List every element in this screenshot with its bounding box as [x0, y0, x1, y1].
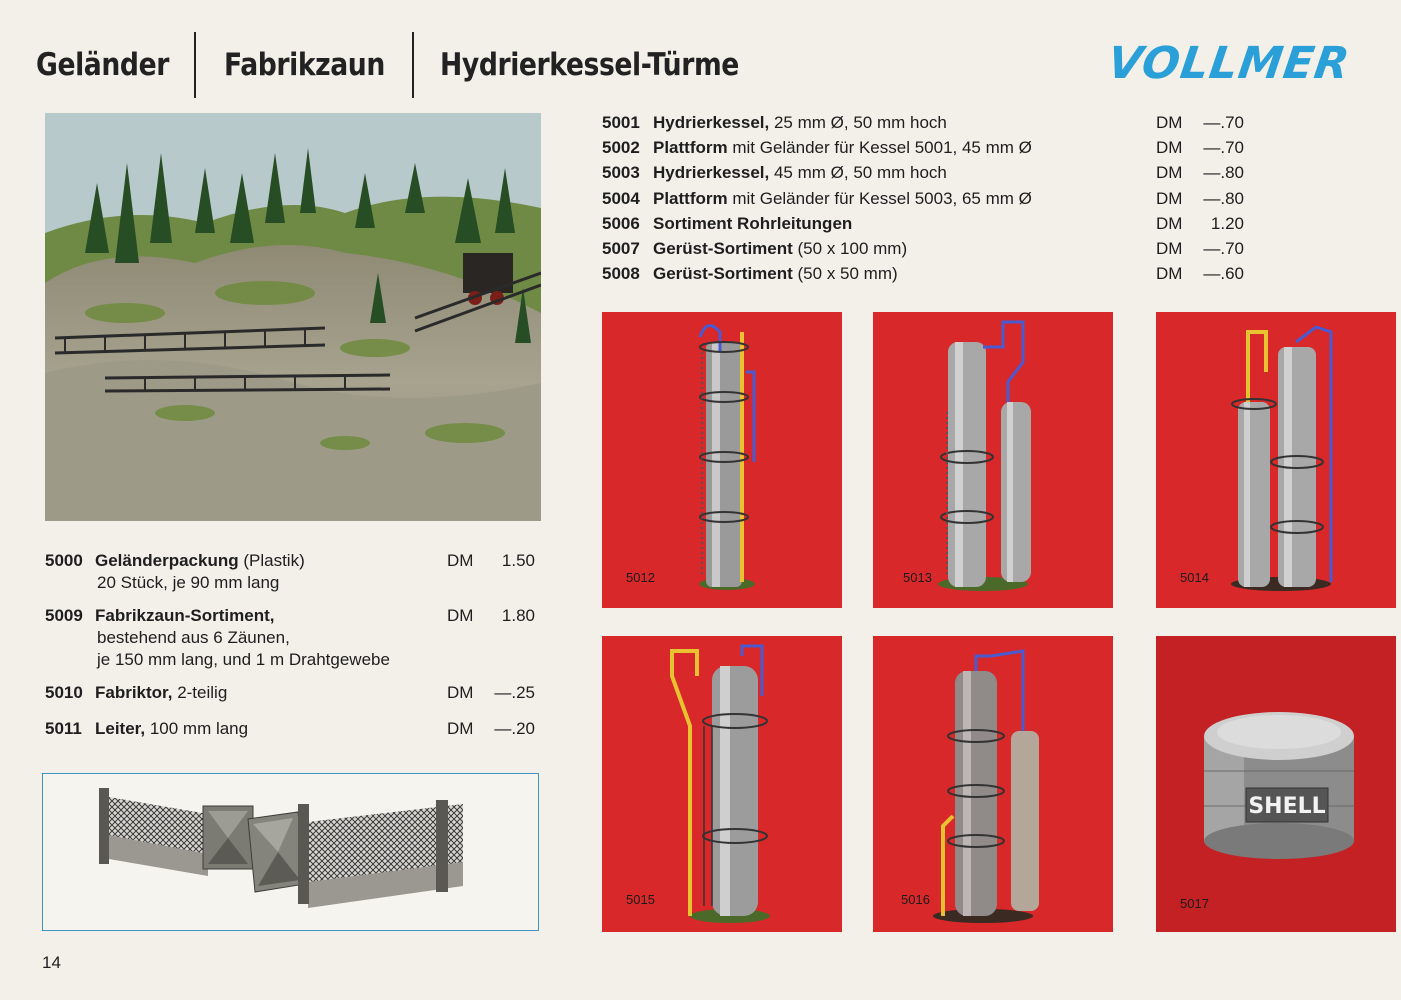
tower-illustration [873, 636, 1113, 932]
list-item [602, 160, 1262, 185]
item-desc: mit Geländer für Kessel 5001, 45 mm Ø [727, 138, 1032, 158]
item-desc: (50 x 50 mm) [792, 264, 898, 284]
item-desc: 45 mm Ø, 50 mm hoch [769, 163, 947, 183]
tower-illustration [873, 312, 1113, 608]
item-code: 5009 [45, 606, 83, 625]
item-currency: DM [1156, 213, 1183, 233]
item-price: —.80 [1203, 163, 1244, 183]
list-item [602, 110, 1262, 135]
item-sub: bestehend aus 6 Zäunen, [97, 628, 290, 647]
tower-illustration [602, 636, 842, 932]
left-product-list [45, 550, 545, 740]
item-currency: DM [1156, 138, 1183, 158]
vollmer-logo: VOLLMER [1104, 38, 1354, 89]
title-hydrierkessel: Hydrierkessel-Türme [440, 47, 739, 83]
page-number: 14 [42, 953, 61, 972]
item-code: 5002 [602, 138, 640, 158]
right-product-list [602, 110, 1262, 286]
item-currency: DM [1156, 264, 1183, 284]
item-desc: 2-teilig [172, 683, 228, 702]
list-item [602, 135, 1262, 160]
tile-label: 5012 [626, 570, 655, 585]
item-currency: DM [447, 606, 474, 625]
item-price: 1.50 [501, 551, 535, 570]
item-name: Geländerpackung [95, 551, 239, 570]
tile-label: 5014 [1180, 570, 1209, 585]
item-price: —.70 [1203, 138, 1244, 158]
title-divider [412, 32, 414, 98]
tile-label: 5015 [626, 892, 655, 907]
item-price: —.25 [494, 683, 535, 702]
list-item [45, 550, 545, 594]
item-desc: 25 mm Ø, 50 mm hoch [769, 113, 947, 132]
list-item [602, 211, 1262, 236]
item-price: 1.20 [1210, 213, 1244, 233]
list-item [602, 186, 1262, 211]
item-price: —.20 [494, 719, 535, 738]
item-desc: mit Geländer für Kessel 5003, 65 mm Ø [727, 188, 1032, 208]
landscape-photo [45, 113, 541, 521]
fence-illustration [43, 774, 537, 929]
title-fabrikzaun: Fabrikzaun [224, 47, 385, 83]
item-currency: DM [1156, 113, 1183, 132]
item-code: 5008 [602, 264, 640, 284]
item-desc: (Plastik) [238, 551, 305, 570]
item-currency: DM [447, 683, 474, 702]
item-code: 5011 [45, 719, 82, 738]
item-code: 5007 [602, 239, 640, 259]
item-price: —.70 [1203, 239, 1244, 259]
tile-5012 [602, 312, 842, 608]
tank-label: SHELL [1248, 794, 1326, 819]
item-name: Gerüst-Sortiment [653, 239, 793, 259]
tank-illustration [1156, 636, 1396, 932]
list-item [602, 236, 1262, 261]
item-name: Plattform [653, 188, 728, 208]
item-name: Leiter, [95, 719, 146, 738]
list-item [45, 682, 545, 704]
item-code: 5000 [45, 551, 83, 570]
list-item [45, 718, 545, 740]
tile-5013 [873, 312, 1113, 608]
tower-illustration [1156, 312, 1396, 608]
item-code: 5003 [602, 163, 640, 183]
title-divider [194, 32, 196, 98]
item-desc: (50 x 100 mm) [792, 239, 908, 259]
item-code: 5004 [602, 188, 640, 208]
item-price: —.70 [1203, 113, 1244, 132]
list-item [45, 605, 545, 671]
tile-label: 5016 [901, 892, 930, 907]
tile-5015 [602, 636, 842, 932]
item-price: —.60 [1203, 264, 1244, 284]
item-sub: je 150 mm lang, und 1 m Drahtgewebe [97, 650, 390, 669]
list-item [602, 261, 1262, 286]
item-code: 5010 [45, 683, 83, 702]
item-code: 5006 [602, 213, 640, 233]
item-name: Hydrierkessel, [653, 113, 770, 132]
title-gelaender: Geländer [36, 47, 169, 83]
tile-5016 [873, 636, 1113, 932]
item-currency: DM [447, 719, 474, 738]
item-currency: DM [447, 551, 474, 570]
item-code: 5001 [602, 113, 640, 132]
item-currency: DM [1156, 188, 1183, 208]
tile-5017 [1156, 636, 1396, 932]
item-price: 1.80 [501, 606, 535, 625]
fence-illustration-frame [42, 773, 539, 931]
item-name: Gerüst-Sortiment [653, 264, 793, 284]
tower-illustration [602, 312, 842, 608]
item-name: Sortiment Rohrleitungen [653, 213, 853, 233]
item-name: Fabriktor, [95, 683, 173, 702]
tile-label: 5017 [1180, 896, 1209, 911]
item-name: Fabrikzaun-Sortiment, [95, 606, 275, 625]
item-currency: DM [1156, 163, 1183, 183]
tile-label: 5013 [903, 570, 932, 585]
page-header [36, 30, 800, 100]
item-name: Hydrierkessel, [653, 163, 770, 183]
item-name: Plattform [653, 138, 728, 158]
tile-5014 [1156, 312, 1396, 608]
item-desc: 100 mm lang [145, 719, 249, 738]
item-currency: DM [1156, 239, 1183, 259]
item-price: —.80 [1203, 188, 1244, 208]
item-sub: 20 Stück, je 90 mm lang [97, 573, 280, 592]
